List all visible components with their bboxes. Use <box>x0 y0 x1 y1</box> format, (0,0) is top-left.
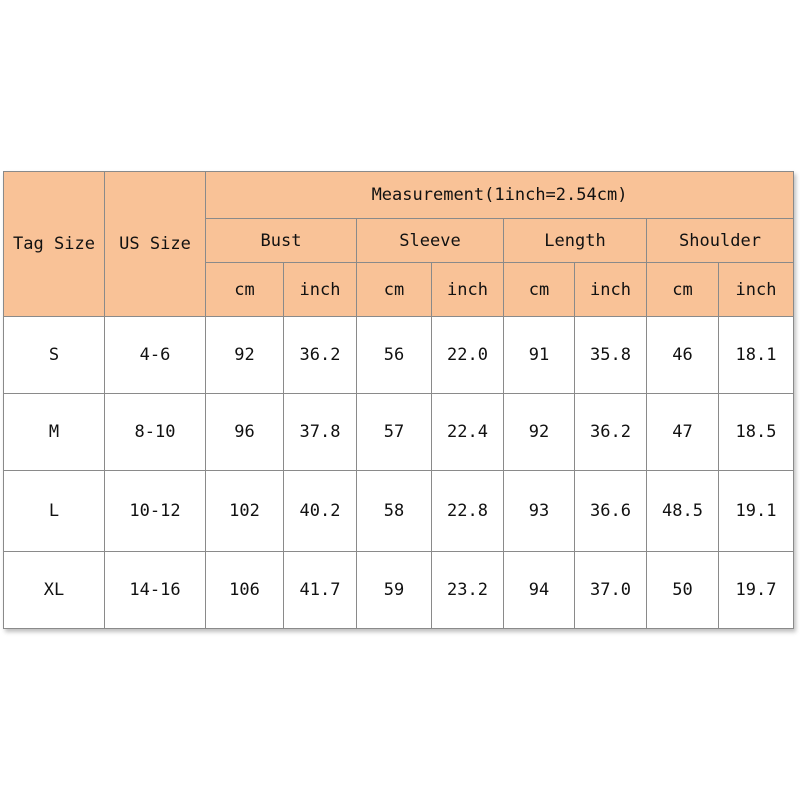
unit-cm-header: cm <box>647 263 719 317</box>
length-cm-cell: 92 <box>504 394 575 471</box>
size-chart-table <box>3 171 794 629</box>
unit-inch-header: inch <box>284 263 357 317</box>
unit-inch-header: inch <box>432 263 504 317</box>
length-cm-cell: 93 <box>504 471 575 552</box>
bust-inch-cell: 37.8 <box>284 394 357 471</box>
table-row <box>4 394 794 471</box>
length-cm-cell: 91 <box>504 317 575 394</box>
sleeve-inch-cell: 22.8 <box>432 471 504 552</box>
us-size-cell: 8-10 <box>105 394 206 471</box>
sleeve-header: Sleeve <box>357 219 504 263</box>
length-inch-cell: 35.8 <box>575 317 647 394</box>
bust-inch-cell: 40.2 <box>284 471 357 552</box>
bust-cm-cell: 92 <box>206 317 284 394</box>
shoulder-inch-cell: 19.1 <box>719 471 794 552</box>
tag-size-cell: M <box>4 394 105 471</box>
length-inch-cell: 37.0 <box>575 552 647 629</box>
shoulder-header: Shoulder <box>647 219 794 263</box>
bust-cm-cell: 102 <box>206 471 284 552</box>
length-inch-cell: 36.2 <box>575 394 647 471</box>
shoulder-inch-cell: 19.7 <box>719 552 794 629</box>
shoulder-cm-cell: 50 <box>647 552 719 629</box>
sleeve-cm-cell: 56 <box>357 317 432 394</box>
length-header: Length <box>504 219 647 263</box>
shoulder-inch-cell: 18.5 <box>719 394 794 471</box>
length-cm-cell: 94 <box>504 552 575 629</box>
tag-size-cell: L <box>4 471 105 552</box>
unit-inch-header: inch <box>575 263 647 317</box>
us-size-cell: 4-6 <box>105 317 206 394</box>
unit-inch-header: inch <box>719 263 794 317</box>
bust-cm-cell: 106 <box>206 552 284 629</box>
shoulder-cm-cell: 46 <box>647 317 719 394</box>
unit-cm-header: cm <box>206 263 284 317</box>
sleeve-cm-cell: 59 <box>357 552 432 629</box>
bust-header: Bust <box>206 219 357 263</box>
shoulder-inch-cell: 18.1 <box>719 317 794 394</box>
us-size-cell: 14-16 <box>105 552 206 629</box>
shoulder-cm-cell: 48.5 <box>647 471 719 552</box>
table-row <box>4 471 794 552</box>
table-row <box>4 317 794 394</box>
measurement-header: Measurement(1inch=2.54cm) <box>206 172 794 219</box>
bust-inch-cell: 36.2 <box>284 317 357 394</box>
sleeve-inch-cell: 22.0 <box>432 317 504 394</box>
sleeve-inch-cell: 22.4 <box>432 394 504 471</box>
unit-cm-header: cm <box>357 263 432 317</box>
tag-size-cell: S <box>4 317 105 394</box>
bust-inch-cell: 41.7 <box>284 552 357 629</box>
tag-size-cell: XL <box>4 552 105 629</box>
table-row <box>4 552 794 629</box>
tag-size-header: Tag Size <box>4 172 105 317</box>
unit-cm-header: cm <box>504 263 575 317</box>
sleeve-inch-cell: 23.2 <box>432 552 504 629</box>
sleeve-cm-cell: 58 <box>357 471 432 552</box>
length-inch-cell: 36.6 <box>575 471 647 552</box>
us-size-header: US Size <box>105 172 206 317</box>
header-row-measurement <box>4 172 794 219</box>
bust-cm-cell: 96 <box>206 394 284 471</box>
us-size-cell: 10-12 <box>105 471 206 552</box>
shoulder-cm-cell: 47 <box>647 394 719 471</box>
sleeve-cm-cell: 57 <box>357 394 432 471</box>
